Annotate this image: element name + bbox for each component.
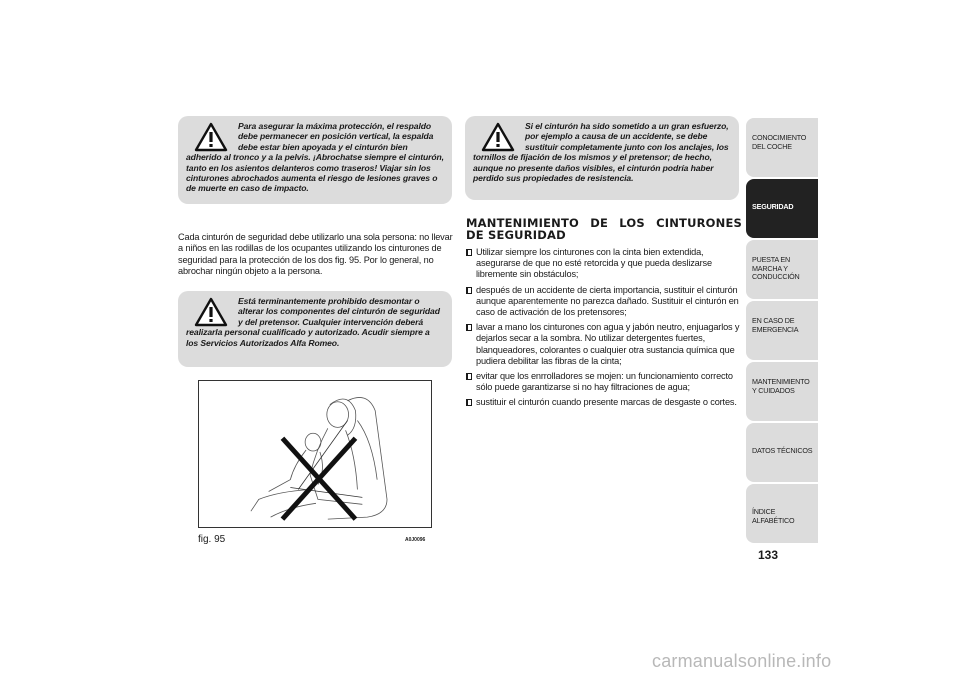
warning-text-dismount: Está terminantemente prohibido desmontar o alterar los componentes del cinturón de seguridad y del pretensor. Cualquier intervención deberá realizarla personal cualificado y autorizado. Acudir siempre a los Servicios Autorizados Alfa Romeo. [186,296,440,348]
tab-puesta-en-marcha[interactable]: PUESTA EN MARCHA Y CONDUCCIÓN [746,240,818,299]
tab-indice-alfabetico[interactable]: ÍNDICE ALFABÉTICO [746,484,818,543]
checkbox-bullet-icon [466,324,472,331]
figure-code: A0J0096 [405,537,426,543]
page-number: 133 [758,548,779,562]
warning-triangle-icon [194,122,228,152]
list-item: evitar que los enrrolladores se mojen: un funcionamiento correcto sólo puede garantizarse si no hay filtraciones de agua; [466,371,742,393]
tab-mantenimiento-y-cuidados[interactable]: MANTENIMIENTO Y CUIDADOS [746,362,818,421]
checkbox-bullet-icon [466,249,472,256]
section-title: MANTENIMIENTO DE LOS CINTURONES DE SEGURIDAD [466,216,742,242]
tab-conocimiento-del-coche[interactable]: CONOCIMIENTO DEL COCHE [746,118,818,177]
child-on-lap-prohibited-drawing [199,381,431,527]
warning-text-stress: Si el cinturón ha sido sometido a un gran esfuerzo, por ejemplo a causa de un accidente, se debe sustituir completamente junto con los anclajes, los tornillos de fijación de los mismos y el pretensor; de hecho, aunque no presente daños visibles, el cinturón podría haber perdido sus propiedades de resistencia. [473,121,729,184]
maintenance-list [466,247,742,413]
list-item: después de un accidente de cierta importancia, sustituir el cinturón aunque aparentemente no parezca dañado. Sustituir el cinturón en caso de activación de los pretensores; [466,285,742,319]
warning-triangle-icon [481,122,515,152]
warning-triangle-icon [194,297,228,327]
warning-box-dismount [178,291,452,367]
watermark: carmanualsonline.info [652,651,832,671]
warning-text-seat-back: Para asegurar la máxima protección, el respaldo debe permanecer en posición vertical, la espalda debe estar bien apoyada y el cinturón bien adherido al tronco y a la pelvis. ¡Abrochatse siempre el cinturón, tanto en los asientos delanteros como traseros! Viajar sin los cinturones abrochados aumenta el riesgo de lesiones graves o de muerte en caso de impacto. [186,121,444,194]
seatbelt-illustration [198,380,432,528]
warning-box-seat-back [178,116,452,204]
checkbox-bullet-icon [466,373,472,380]
list-item: sustituir el cinturón cuando presente marcas de desgaste o cortes. [466,397,742,408]
tab-en-caso-de-emergencia[interactable]: EN CASO DE EMERGENCIA [746,301,818,360]
warning-box-stress [465,116,739,200]
figure-label: fig. 95 [198,534,226,545]
list-item: Utilizar siempre los cinturones con la cinta bien extendida, asegurarse de que no esté retorcida y que pueda deslizarse libremente sin obstáculos; [466,247,742,281]
body-paragraph: Cada cinturón de seguridad debe utilizarlo una sola persona: no llevar a niños en las rodillas de los ocupantes utilizando los cinturones de seguridad para la protección de los dos fig. 95. Por lo general, no abrochar ningún objeto a la persona. [178,232,453,277]
checkbox-bullet-icon [466,287,472,294]
tab-datos-tecnicos[interactable]: DATOS TÉCNICOS [746,423,818,482]
list-item: lavar a mano los cinturones con agua y jabón neutro, enjuagarlos y dejarlos secar a la sombra. No utilizar detergentes fuertes, blanqueadores, colorantes o cualquier otra sustancia química que pudiera debilitar las fibras de la cinta; [466,322,742,367]
tab-seguridad[interactable]: SEGURIDAD [746,179,818,238]
checkbox-bullet-icon [466,399,472,406]
